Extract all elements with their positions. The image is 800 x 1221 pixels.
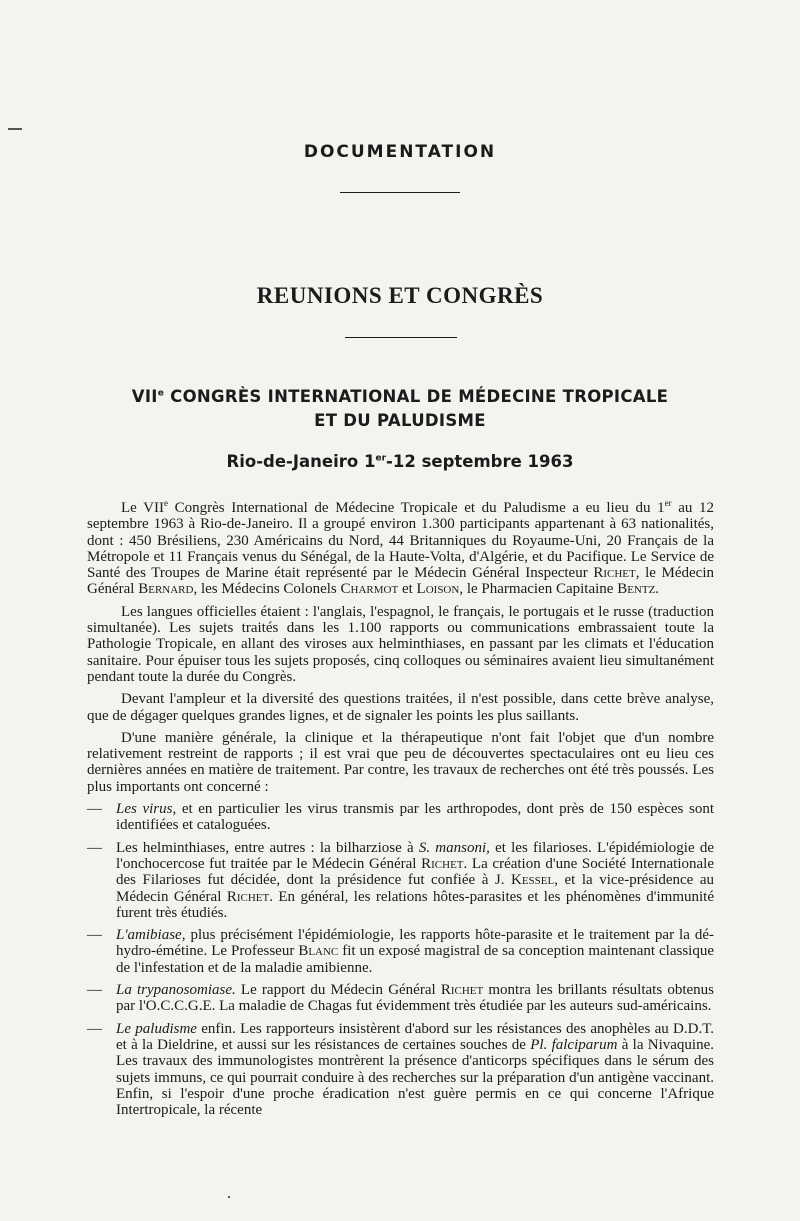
title-rule [345, 337, 457, 338]
paragraph-overview: D'une manière générale, la clinique et la thérapeutique n'ont fait l'objet que d'un nombre relativement restreint de rapports ; il est vrai que peu de découvertes spectaculaires ont eu lieu ces dernières années en matière de traitement. Par contre, les travaux de recherches ont été très poussés. Les plus importants ont concerné : [87, 729, 714, 795]
paragraph-languages: Les langues officielles étaient : l'anglais, l'espagnol, le français, le portugais et le russe (traduction simultanée). Les sujets traités dans les 1.100 rapports ou communications embrassaient toute la Pathologie Tropicale, en allant des viroses aux helminthiases, en passant par les climats et l'éducation sanitaire. Pour épuiser tous les sujets proposés, cinq colloques ou séminaires avaient lieu simultanément pendant toute la durée du Congrès. [87, 603, 714, 685]
list-item-trypanosomiase: — La trypanosomiase. Le rapport du Médecin Général Richet montra les brillants résultats obtenus par l'O.C.C.G.E. La maladie de Chagas fut évidemment très étudiée par les auteurs sud-américains. [87, 982, 714, 1015]
congress-heading-line-2: ET DU PALUDISME [314, 411, 486, 430]
margin-mark [8, 128, 22, 130]
list-item-virus: — Les virus, et en particulier les virus transmis par les arthropodes, dont près de 150 espèces sont identifiées et cataloguées. [87, 801, 714, 834]
page-title: REUNIONS ET CONGRÈS [256, 283, 544, 308]
list-item-amibiase: — L'amibiase, plus précisément l'épidémiologie, les rapports hôte-parasite et le traitement par la dé-hydro-émétine. Le Professeur Blanc fit un exposé magistral de sa conception maintenant classique de l'infestation et de la maladie amibienne. [87, 927, 715, 976]
header-rule [340, 192, 460, 193]
congress-heading [0, 385, 800, 433]
paragraph-intro: Le VIIe Congrès International de Médecine Tropicale et du Paludisme a eu lieu du 1er au 12 septembre 1963 à Rio-de-Janeiro. Il a groupé environ 1.300 participants appartenant à 63 nationalités, dont : 450 Brésiliens, 230 Américains du Nord, 44 Britanniques du Royaume-Uni, 20 Français de la Métropole et 11 Français venus du Sénégal, de la Haute-Volta, d'Algérie, et du Pacifique. Le Service de Santé des Troupes de Marine était représenté par le Médecin Général Inspecteur Richet, le Médecin Général Bernard, les Médecins Colonels Charmot et Loison, le Pharmacien Capitaine Bentz. [87, 498, 714, 598]
list-item-helminthiases: — Les helminthiases, entre autres : la bilharziose à S. mansoni, et les filarioses. L'épidémiologie de l'onchocercose fut traitée par le Médecin Général Richet. La création d'une Société Internationale des Filarioses fut décidée, dont la présidence fut confiée à J. Kessel, et la vice-présidence au Médecin Général Richet. En général, les relations hôtes-parasites et les phénomènes d'immunité furent très étudiés. [87, 839, 715, 921]
paragraph-scope: Devant l'ampleur et la diversité des questions traitées, il n'est possible, dans cette brève analyse, que de dégager quelques grandes lignes, et de signaler les points les plus saillants. [87, 691, 714, 724]
congress-heading-line-1: VIIe CONGRÈS INTERNATIONAL DE MÉDECINE TROPICALE [131, 387, 669, 406]
article-body [87, 500, 714, 1124]
margin-mark [228, 1196, 230, 1198]
congress-dateline: Rio-de-Janeiro 1er-12 septembre 1963 [226, 452, 574, 471]
section-header: DOCUMENTATION [303, 142, 497, 162]
list-item-paludisme: — Le paludisme enfin. Les rapporteurs insistèrent d'abord sur les résistances des anophèles au D.D.T. et à la Dieldrine, et aussi sur les résistances de certaines souches de Pl. falciparum à la Nivaquine. Les travaux des immunologistes montrèrent la présence d'anticorps spécifiques dans le sérum des sujets immuns, ce qui pourrait conduire à des recherches sur la préparation d'un antigène vaccinant. Enfin, si l'espoir d'une proche éradication n'est guère permis en ce qui concerne l'Afrique Intertropicale, la récente [87, 1020, 714, 1119]
